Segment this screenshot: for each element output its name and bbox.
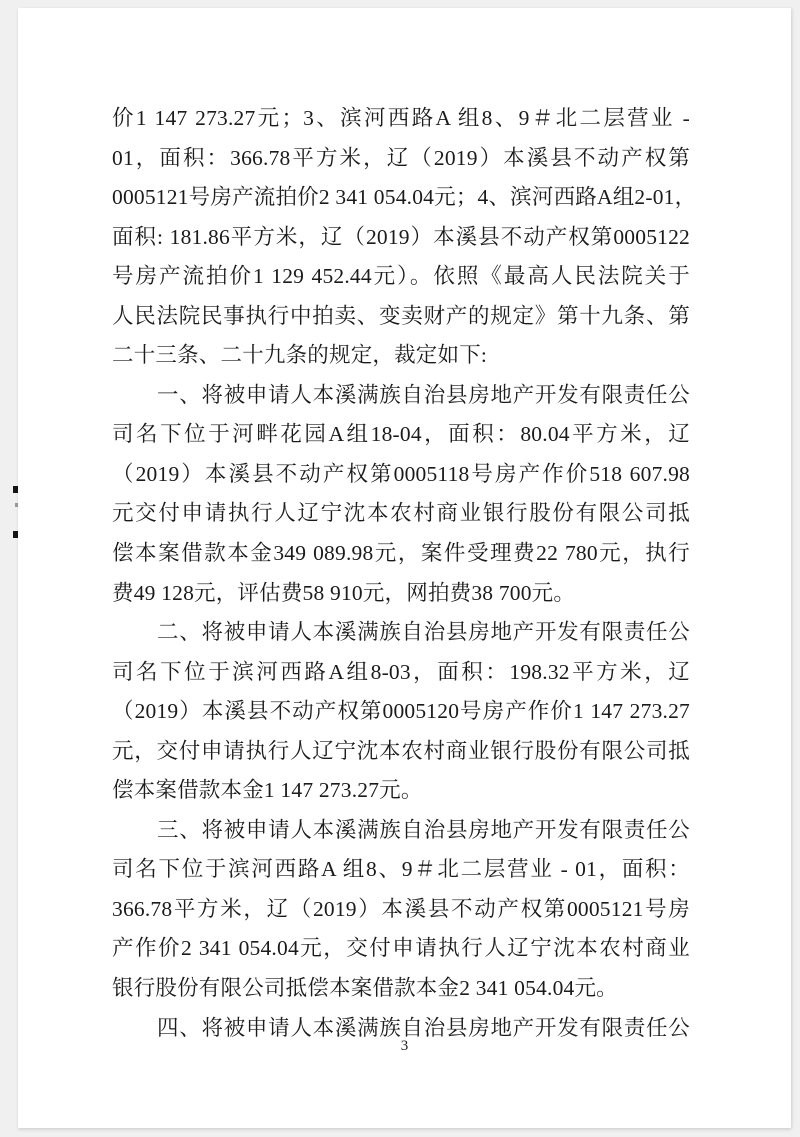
document-body (112, 99, 697, 1048)
text-line: 面积: 181.86平方米，辽（2019）本溪县不动产权第0005122 (112, 224, 690, 249)
text-line: 元，交付申请执行人辽宁沈本农村商业银行股份有限公司抵 (112, 738, 690, 763)
text-line: 司名下位于滨河西路A 组8、9＃北二层营业 - 01，面积： (112, 857, 690, 882)
text-line: （2019）本溪县不动产权第0005120号房产作价1 147 273.27 (112, 699, 690, 724)
text-line: 司名下位于滨河西路A组8-03，面积：198.32平方米，辽 (112, 659, 690, 684)
text-line: 元交付申请执行人辽宁沈本农村商业银行股份有限公司抵 (112, 501, 690, 526)
text-line: （2019）本溪县不动产权第0005118号房产作价518 607.98 (112, 461, 690, 486)
text-line: 366.78平方米，辽（2019）本溪县不动产权第0005121号房 (112, 896, 690, 921)
text-line: 人民法院民事执行中拍卖、变卖财产的规定》第十九条、第 (112, 303, 690, 328)
page-number: 3 (400, 1038, 409, 1054)
text-line: 01，面积：366.78平方米，辽（2019）本溪县不动产权第 (112, 145, 690, 170)
text-line: 偿本案借款本金1 147 273.27元。 (112, 778, 423, 803)
text-line: 二、将被申请人本溪满族自治县房地产开发有限责任公 (157, 620, 690, 645)
text-line: 产作价2 341 054.04元，交付申请执行人辽宁沈本农村商业 (112, 936, 690, 961)
text-line: 一、将被申请人本溪满族自治县房地产开发有限责任公 (157, 382, 690, 407)
text-line: 费49 128元，评估费58 910元，网拍费38 700元。 (112, 580, 576, 605)
text-line: 号房产流拍价1 129 452.44元）。依照《最高人民法院关于 (112, 264, 690, 289)
text-line: 偿本案借款本金349 089.98元，案件受理费22 780元，执行 (112, 541, 690, 566)
text-line: 二十三条、二十九条的规定，裁定如下: (112, 343, 488, 368)
paper-sheet (18, 8, 791, 1128)
text-line: 价1 147 273.27元；3、滨河西路A 组8、9＃北二层营业 - (112, 106, 690, 130)
text-line: 0005121号房产流拍价2 341 054.04元；4、滨河西路A组2-01， (112, 185, 697, 210)
text-line: 三、将被申请人本溪满族自治县房地产开发有限责任公 (157, 817, 690, 842)
text-line: 四、将被申请人本溪满族自治县房地产开发有限责任公 (157, 1015, 690, 1040)
text-line: 银行股份有限公司抵偿本案借款本金2 341 054.04元。 (112, 976, 618, 1001)
text-line: 司名下位于河畔花园A组18-04，面积：80.04平方米，辽 (112, 422, 690, 447)
